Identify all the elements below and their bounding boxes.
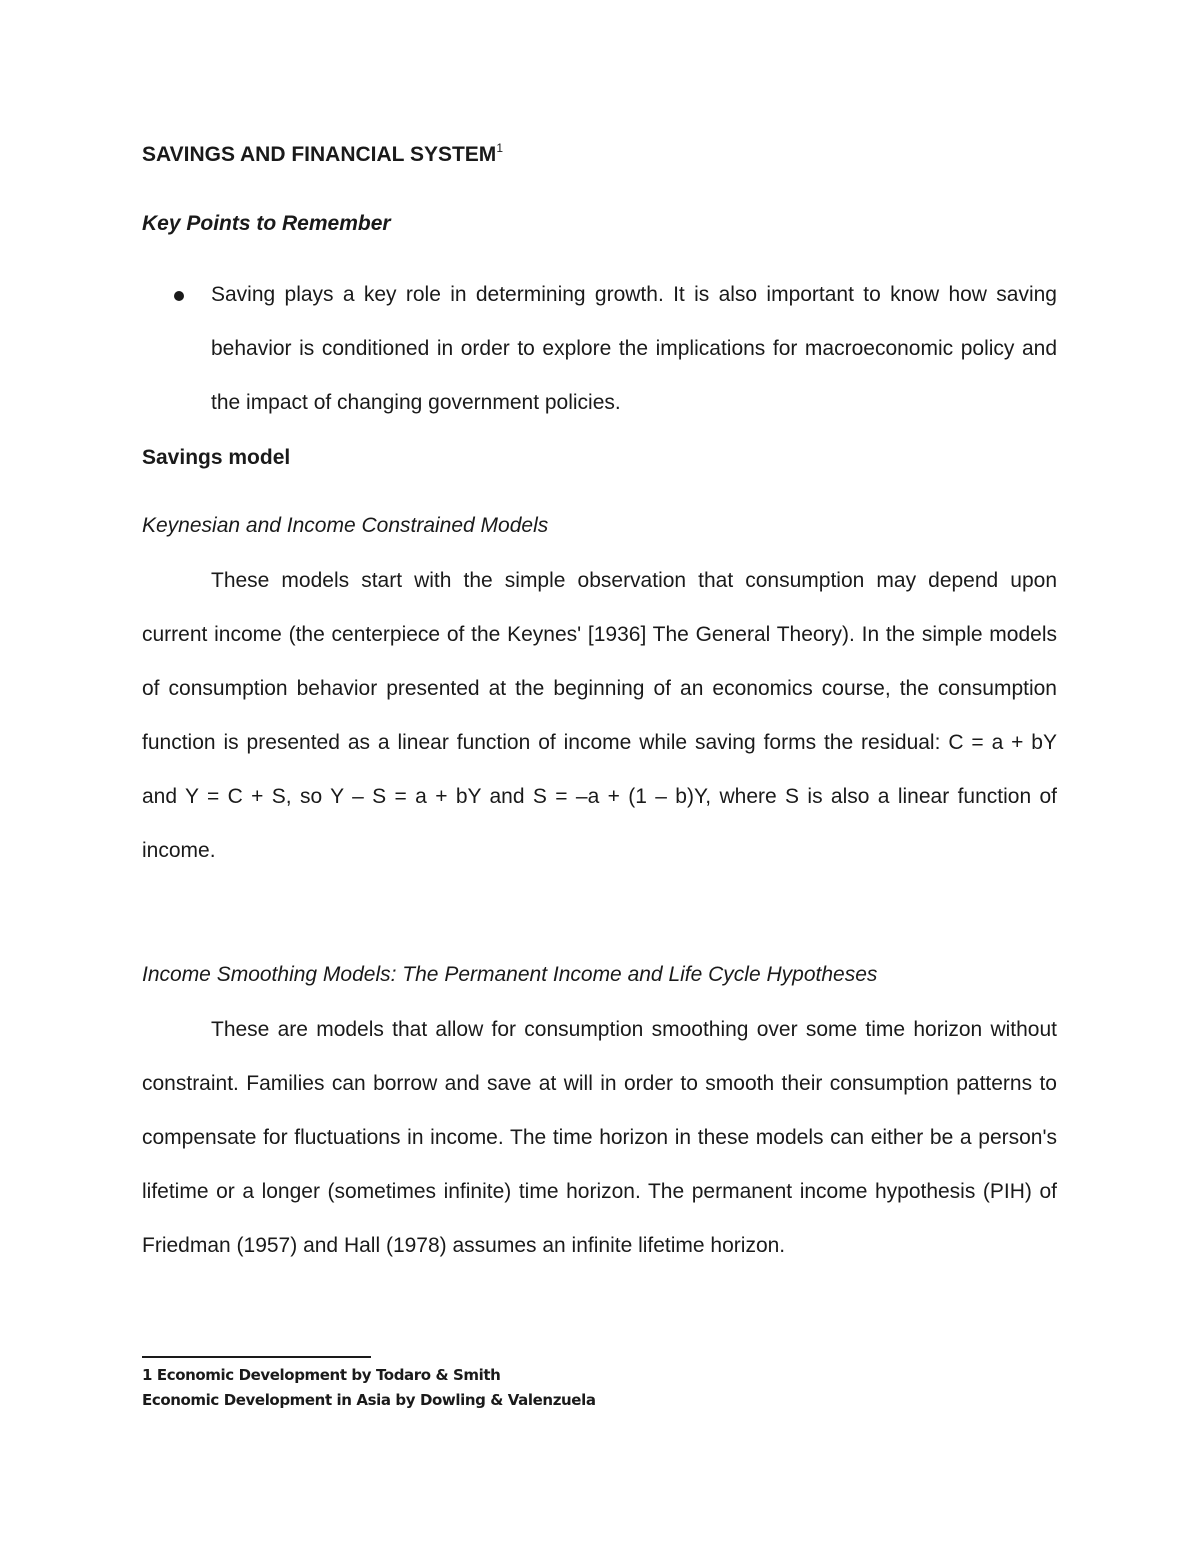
footnote-separator: [142, 1356, 371, 1358]
key-points-heading: Key Points to Remember: [142, 212, 391, 235]
footnote-ref: 1: [496, 141, 503, 155]
title-text: SAVINGS AND FINANCIAL SYSTEM: [142, 143, 497, 166]
section-heading: Savings model: [142, 446, 291, 469]
bullet-icon: [174, 291, 184, 301]
subsection-heading-income-smoothing: Income Smoothing Models: The Permanent Income and Life Cycle Hypotheses: [142, 963, 878, 986]
bullet-item: Saving plays a key role in determining growth. It is also important to know how saving behavior is conditioned in order to explore the implications for macroeconomic policy and the impact of changing government policies.: [211, 283, 1057, 414]
document-title: [142, 143, 503, 167]
paragraph-income-smoothing: These are models that allow for consumption smoothing over some time horizon without constraint. Families can borrow and save at will in order to smooth their consumption patterns to compensate for fluctuations in income. The time horizon in these models can either be a person's lifetime or a longer (sometimes infinite) time horizon. The permanent income hypothesis (PIH) of Friedman (1957) and Hall (1978) assumes an infinite lifetime horizon.: [142, 1018, 1057, 1257]
footnote-2: Economic Development in Asia by Dowling & Valenzuela: [142, 1391, 596, 1409]
subsection-heading-keynesian: Keynesian and Income Constrained Models: [142, 514, 549, 537]
footnote-1: 1 Economic Development by Todaro & Smith: [142, 1366, 501, 1384]
paragraph-keynesian: These models start with the simple observation that consumption may depend upon current income (the centerpiece of the Keynes' [1936] The General Theory). In the simple models of consumption behavior presented at the beginning of an economics course, the consumption function is presented as a linear function of income while saving forms the residual: C = a + bY and Y = C + S, so Y – S = a + bY and S = –a + (1 – b)Y, where S is also a linear function of income.: [142, 569, 1057, 862]
